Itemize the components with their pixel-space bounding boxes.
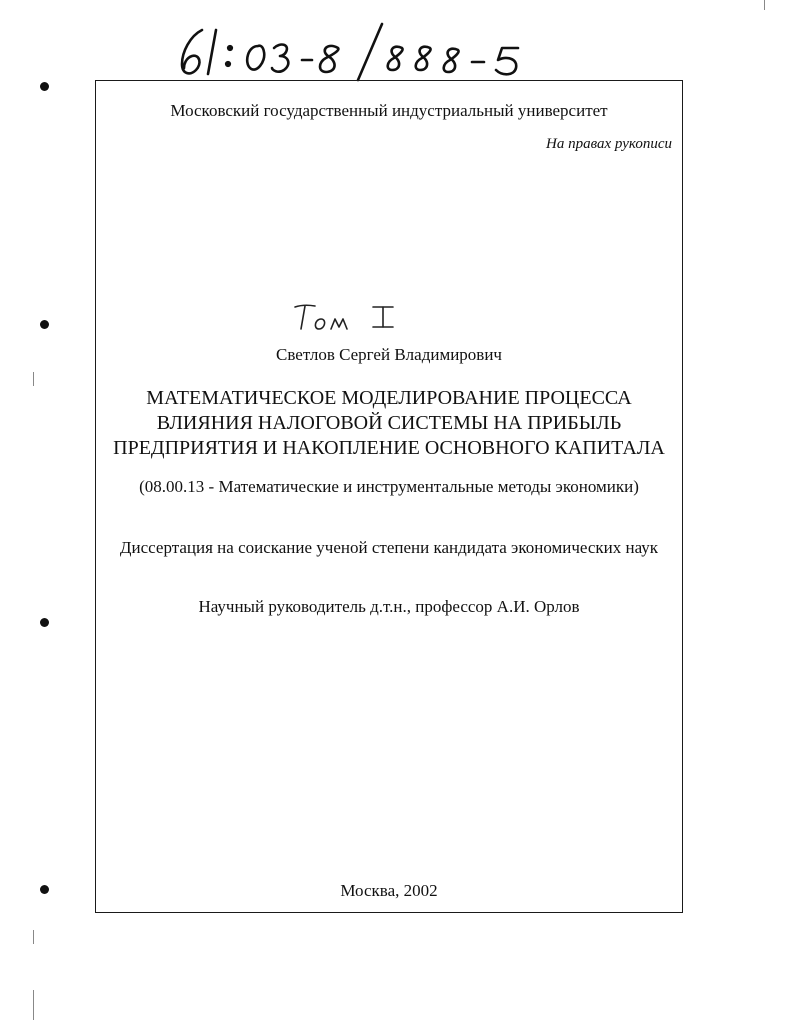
university-name: Московский государственный индустриальный университет	[170, 101, 608, 120]
margin-scan-tick	[33, 990, 34, 1020]
title-line: МАТЕМАТИЧЕСКОЕ МОДЕЛИРОВАНИЕ ПРОЦЕССА	[146, 387, 632, 409]
scientific-supervisor: Научный руководитель д.т.н., профессор А.И. Орлов	[198, 597, 580, 616]
binding-hole-mark	[40, 82, 49, 91]
rights-note: На правах рукописи	[546, 136, 672, 152]
binding-hole-mark	[40, 618, 49, 627]
author-name: Светлов Сергей Владимирович	[276, 345, 502, 364]
degree-statement: Диссертация на соискание ученой степени кандидата экономических наук	[119, 538, 659, 557]
handwritten-archive-code	[168, 18, 568, 84]
title-line: ПРЕДПРИЯТИЯ И НАКОПЛЕНИЕ ОСНОВНОГО КАПИТАЛА	[113, 437, 665, 459]
specialty-code: (08.00.13 - Математические и инструментальные методы экономики)	[139, 477, 639, 496]
margin-scan-tick	[764, 0, 765, 10]
binding-hole-mark	[40, 885, 49, 894]
title-page-frame	[95, 80, 683, 913]
city-and-year: Москва, 2002	[340, 881, 438, 900]
binding-hole-mark	[40, 320, 49, 329]
margin-scan-tick	[33, 930, 34, 944]
dissertation-title	[96, 386, 682, 461]
handwritten-code-drawing	[168, 18, 568, 84]
handwritten-volume-note	[293, 301, 403, 335]
title-line: ВЛИЯНИЯ НАЛОГОВОЙ СИСТЕМЫ НА ПРИБЫЛЬ	[156, 412, 622, 434]
volume-note-drawing	[293, 301, 403, 335]
margin-scan-tick	[33, 372, 34, 386]
